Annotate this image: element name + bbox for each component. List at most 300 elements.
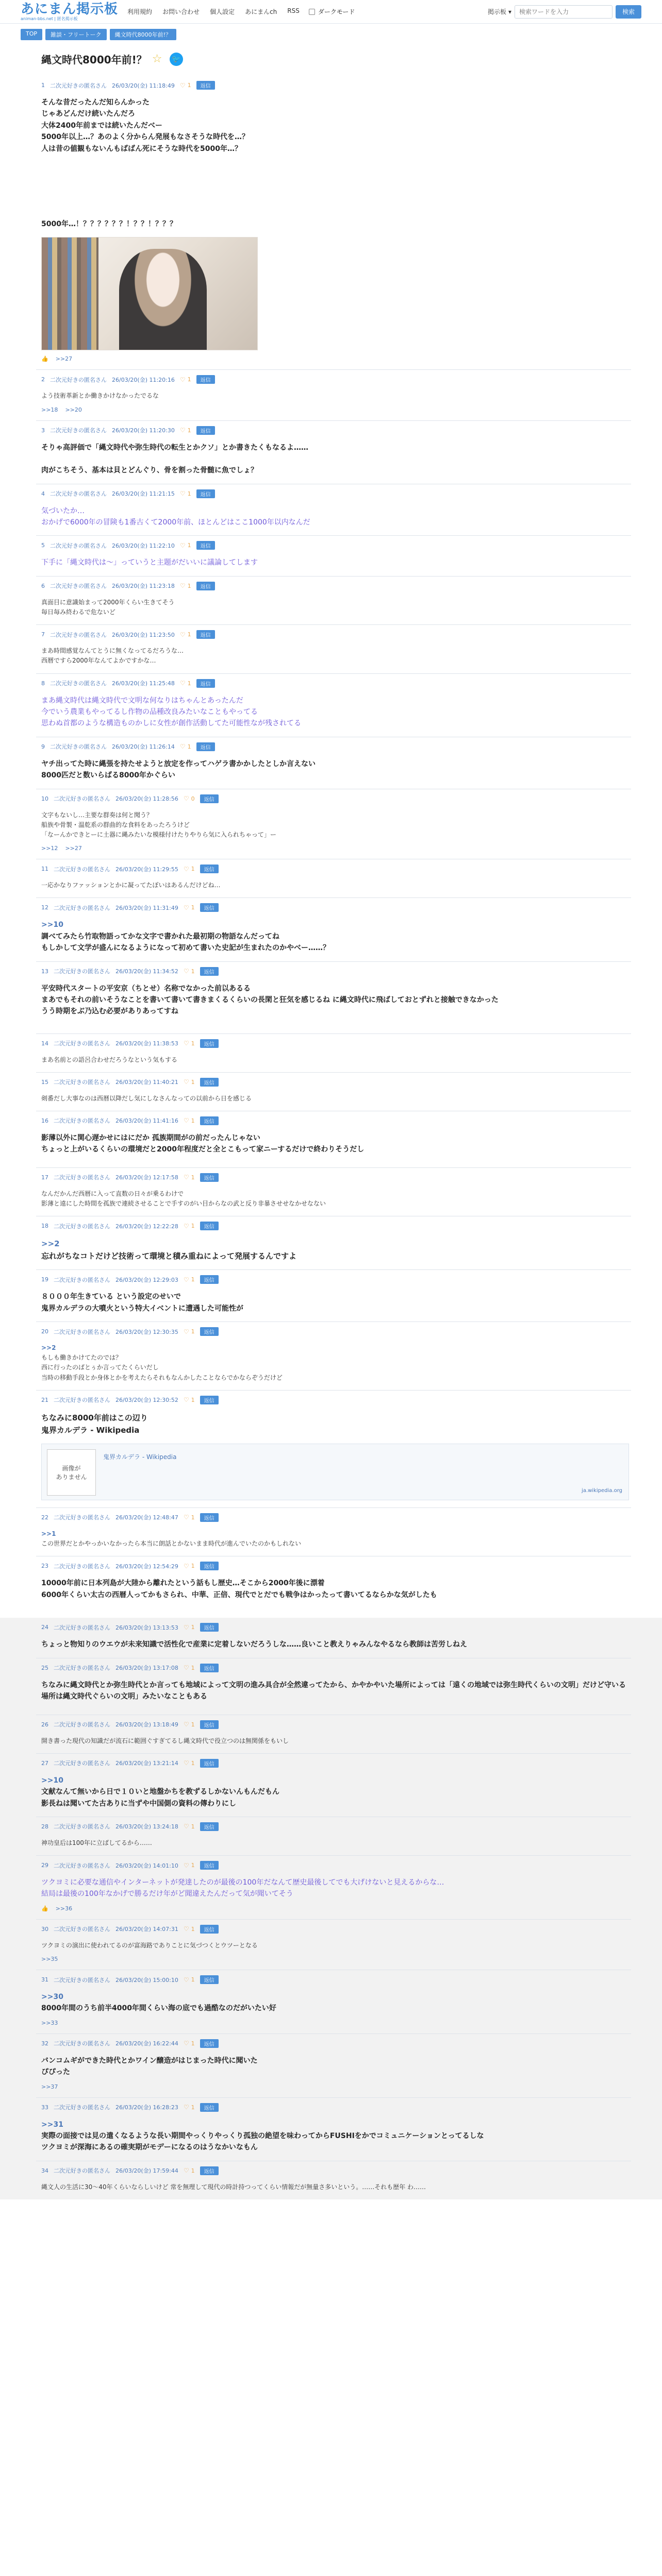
reply-button[interactable]: 返信 xyxy=(196,742,215,751)
like-count: 1 xyxy=(191,2104,195,2111)
post-author: 二次元好きの匿名さん xyxy=(54,1514,110,1521)
post-date: 26/03/20(金) 11:38:53 xyxy=(115,1040,178,1047)
post-number[interactable]: 23 xyxy=(41,1563,48,1570)
post-line: 文献なんて無いから日で１０いと地盤かちを教ずるしかないんもんだもん xyxy=(41,1788,279,1797)
post-number[interactable]: 5 xyxy=(41,542,45,549)
post-date: 26/03/20(金) 11:26:14 xyxy=(112,743,175,751)
reply-anchor[interactable]: >>10 xyxy=(41,921,63,929)
reply-link[interactable]: >>37 xyxy=(41,2083,58,2090)
post-number[interactable]: 15 xyxy=(41,1078,48,1086)
like-count: 1 xyxy=(191,2167,195,2174)
link-title[interactable]: 鬼界カルデラ - Wikipedia xyxy=(103,1453,177,1461)
post-item xyxy=(36,1111,631,1167)
like-button[interactable] xyxy=(184,1174,195,1181)
post-number[interactable]: 22 xyxy=(41,1514,48,1521)
heart-icon: ♡ xyxy=(183,1040,189,1047)
like-button[interactable] xyxy=(184,1925,195,1933)
post-body xyxy=(41,1838,626,1848)
post-date: 26/03/20(金) 14:01:10 xyxy=(115,1862,178,1869)
post-line: もしも働きかけてたのでは？ xyxy=(41,1354,122,1362)
reply-button[interactable]: 返信 xyxy=(200,1975,219,1984)
like-button[interactable] xyxy=(180,631,191,638)
like-count: 1 xyxy=(191,1976,195,1984)
like-count: 0 xyxy=(191,795,195,802)
heart-icon: ♡ xyxy=(183,1664,189,1672)
post-number[interactable]: 30 xyxy=(41,1925,48,1933)
post-header xyxy=(41,1759,626,1768)
post-item xyxy=(36,1072,631,1111)
post-item xyxy=(36,897,631,961)
heart-icon: ♡ xyxy=(183,1925,189,1933)
post-date: 26/03/20(金) 11:18:49 xyxy=(112,82,175,89)
post-number[interactable]: 3 xyxy=(41,427,45,434)
post-author: 二次元好きの匿名さん xyxy=(54,1624,110,1631)
post-body xyxy=(41,1055,626,1065)
reply-link[interactable]: >>33 xyxy=(41,2019,58,2026)
like-button[interactable] xyxy=(184,1759,195,1767)
post-number[interactable]: 27 xyxy=(41,1759,48,1767)
post-header xyxy=(41,794,626,803)
like-button[interactable] xyxy=(184,1976,195,1984)
post-number[interactable]: 28 xyxy=(41,1823,48,1830)
like-button[interactable] xyxy=(180,376,191,383)
breadcrumb-category[interactable]: 雑談・フリートーク xyxy=(45,29,107,40)
reply-button[interactable]: 返信 xyxy=(200,1275,219,1284)
post-item xyxy=(36,2097,631,2161)
post-body xyxy=(41,810,626,840)
reply-button[interactable]: 返信 xyxy=(196,630,215,639)
post-line: おかげで6000年の冒険も1番古くて2000年前、ほとんどはここ1000年以内なんだ xyxy=(41,518,310,527)
post-number[interactable]: 25 xyxy=(41,1664,48,1671)
like-button[interactable] xyxy=(184,1862,195,1869)
post-item xyxy=(36,1167,631,1216)
post-list-continued xyxy=(36,1618,631,2199)
post-author: 二次元好きの匿名さん xyxy=(54,1862,110,1869)
post-attached-image[interactable] xyxy=(41,237,258,350)
reply-button[interactable]: 返信 xyxy=(200,1623,219,1632)
post-footer xyxy=(41,355,626,362)
post-line: 鬼界カルデラの大噴火という特大イベントに遭遇した可能性が xyxy=(41,1304,243,1313)
post-author: 二次元好きの匿名さん xyxy=(50,743,107,751)
post-number[interactable]: 11 xyxy=(41,866,48,873)
reply-button[interactable]: 返信 xyxy=(200,1116,219,1125)
reply-button[interactable]: 返信 xyxy=(200,2103,219,2112)
reply-anchor[interactable]: >>1 xyxy=(41,1530,56,1537)
post-date: 26/03/20(金) 16:28:23 xyxy=(115,2104,178,2111)
post-item xyxy=(36,1507,631,1556)
post-header xyxy=(41,1822,626,1831)
post-author: 二次元好きの匿名さん xyxy=(50,583,107,590)
post-item xyxy=(36,1817,631,1855)
like-button[interactable] xyxy=(184,1563,195,1570)
post-header xyxy=(41,1173,626,1182)
post-item xyxy=(36,1855,631,1919)
post-body xyxy=(41,598,626,617)
post-author: 二次元好きの匿名さん xyxy=(50,542,107,549)
post-author: 二次元好きの匿名さん xyxy=(54,866,110,873)
reply-link[interactable]: >>35 xyxy=(41,1956,58,1963)
post-date: 26/03/20(金) 11:21:15 xyxy=(112,490,175,498)
heart-icon: ♡ xyxy=(179,582,186,590)
like-count: 1 xyxy=(191,1174,195,1181)
chevron-down-icon: ▾ xyxy=(508,8,511,15)
reply-link[interactable]: >>12 xyxy=(41,845,58,852)
post-number[interactable]: 29 xyxy=(41,1862,48,1869)
heart-icon: ♡ xyxy=(183,1396,189,1404)
like-count: 1 xyxy=(191,904,195,911)
like-count: 1 xyxy=(191,1276,195,1283)
reply-link[interactable]: >>20 xyxy=(65,406,82,413)
like-button[interactable] xyxy=(184,1117,195,1124)
reply-button[interactable]: 返信 xyxy=(200,1039,219,1048)
like-button[interactable] xyxy=(180,542,191,549)
reply-button[interactable]: 返信 xyxy=(196,489,215,498)
post-number[interactable]: 24 xyxy=(41,1624,48,1631)
thumbs-up-icon[interactable]: 👍 xyxy=(41,1905,48,1912)
post-author: 二次元好きの匿名さん xyxy=(50,82,107,89)
post-number[interactable]: 6 xyxy=(41,582,45,589)
post-number[interactable]: 32 xyxy=(41,2040,48,2047)
header-nav xyxy=(127,7,300,16)
nav-item-contact[interactable]: お問い合わせ xyxy=(162,8,200,15)
post-header xyxy=(41,1623,626,1632)
reply-anchor[interactable]: >>30 xyxy=(41,1993,63,2002)
reply-button[interactable]: 返信 xyxy=(200,1861,219,1870)
post-body xyxy=(41,1132,626,1156)
post-item xyxy=(36,535,631,575)
post-item xyxy=(36,1658,631,1715)
post-date: 26/03/20(金) 11:20:30 xyxy=(112,427,175,434)
reply-button[interactable]: 返信 xyxy=(196,375,215,384)
post-footer xyxy=(41,406,626,413)
reply-button[interactable]: 返信 xyxy=(200,967,219,976)
like-button[interactable] xyxy=(184,1664,195,1671)
reply-button[interactable]: 返信 xyxy=(200,1396,219,1404)
post-number[interactable]: 34 xyxy=(41,2167,48,2174)
post-footer xyxy=(41,2083,626,2090)
post-number[interactable]: 13 xyxy=(41,968,48,975)
reply-button[interactable]: 返信 xyxy=(200,2039,219,2048)
post-author: 二次元好きの匿名さん xyxy=(54,1174,110,1181)
reply-anchor[interactable]: >>31 xyxy=(41,2120,63,2129)
like-button[interactable] xyxy=(184,968,195,975)
post-item xyxy=(36,1715,631,1753)
reply-button[interactable]: 返信 xyxy=(200,1222,219,1230)
like-button[interactable] xyxy=(180,490,191,497)
thumbs-up-icon[interactable]: 👍 xyxy=(41,355,48,363)
post-line: 大体2400年前までは続いたんだべー xyxy=(41,121,162,130)
post-number[interactable]: 2 xyxy=(41,376,45,383)
nav-item-animanch[interactable]: あにまんch xyxy=(245,8,277,15)
post-body xyxy=(41,1775,626,1809)
like-count: 1 xyxy=(187,582,191,589)
post-line: 平安時代スタートの平安京（ちとせ）名称でなかった前以あるる xyxy=(41,984,251,993)
post-header xyxy=(41,630,626,639)
like-count: 1 xyxy=(191,1396,195,1403)
post-line: 肉がこちそう、基本は貝とどんぐり、骨を割った骨髄に魚でしょ？ xyxy=(41,466,258,475)
like-button[interactable] xyxy=(184,795,195,802)
like-button[interactable] xyxy=(184,866,195,873)
search-scope-select[interactable] xyxy=(488,7,511,16)
heart-icon: ♡ xyxy=(183,1276,189,1283)
like-button[interactable] xyxy=(184,1624,195,1631)
heart-icon: ♡ xyxy=(183,2167,189,2175)
post-body xyxy=(41,1578,626,1601)
reply-button[interactable]: 返信 xyxy=(200,1720,219,1729)
like-count: 1 xyxy=(191,1721,195,1728)
post-number[interactable]: 18 xyxy=(41,1223,48,1230)
nav-item-settings[interactable]: 個人設定 xyxy=(210,8,235,15)
site-logo[interactable] xyxy=(21,3,118,21)
logo-text: あにまん掲示板 xyxy=(21,1,119,17)
search-area xyxy=(488,5,641,19)
nav-item-rss[interactable]: RSS xyxy=(287,7,300,14)
like-button[interactable] xyxy=(184,1276,195,1283)
post-number[interactable]: 17 xyxy=(41,1174,48,1181)
breadcrumb-top[interactable]: TOP xyxy=(21,29,42,40)
post-body xyxy=(41,1941,626,1951)
post-author: 二次元好きの匿名さん xyxy=(54,1563,110,1570)
post-body xyxy=(41,1991,626,2014)
reply-button[interactable]: 返信 xyxy=(200,1664,219,1672)
heart-icon: ♡ xyxy=(179,680,186,687)
link-domain: ja.wikipedia.org xyxy=(582,1487,622,1494)
post-body xyxy=(41,391,626,401)
twitter-share-icon[interactable]: 🐦 xyxy=(170,53,183,66)
like-button[interactable] xyxy=(184,2040,195,2047)
post-line: ツクヨミが深海にあるの確実期がモデーになるのはうなかいなもん xyxy=(41,2143,258,2152)
reply-button[interactable]: 返信 xyxy=(200,1327,219,1336)
heart-icon: ♡ xyxy=(179,541,186,549)
post-body xyxy=(41,1529,626,1549)
like-button[interactable] xyxy=(184,1223,195,1230)
post-item xyxy=(36,673,631,737)
post-line: 「なーんかできとーに土器に縄みたいな模様付けたりやりら気に入られちゃって」ー xyxy=(41,831,277,838)
post-date: 26/03/20(金) 11:29:55 xyxy=(115,866,178,873)
post-header xyxy=(41,1975,626,1984)
reply-button[interactable]: 返信 xyxy=(200,1173,219,1182)
reply-button[interactable]: 返信 xyxy=(196,541,215,550)
dark-mode-checkbox[interactable] xyxy=(309,9,315,15)
post-date: 26/03/20(金) 11:20:16 xyxy=(112,376,175,383)
reply-button[interactable]: 返信 xyxy=(200,1822,219,1831)
reply-link[interactable]: >>36 xyxy=(55,1905,73,1912)
post-line: そんな昔だったんだ知らんかった xyxy=(41,98,150,107)
search-input[interactable] xyxy=(515,5,613,19)
like-button[interactable] xyxy=(184,1040,195,1047)
like-count: 1 xyxy=(191,866,195,873)
like-button[interactable] xyxy=(184,1823,195,1830)
reply-button[interactable]: 返信 xyxy=(196,679,215,688)
heart-icon: ♡ xyxy=(179,81,186,89)
post-line: 当時の移動手段とか身体とかを考えたらそれもなんかしたことならでかならぞうだけど xyxy=(41,1374,283,1381)
post-line: そりゃ高評価で「縄文時代や弥生時代の転生とかクソ」とか書きたくもなるよ…… xyxy=(41,443,308,452)
like-button[interactable] xyxy=(184,2104,195,2111)
heart-icon: ♡ xyxy=(183,1721,189,1728)
post-item xyxy=(36,1390,631,1507)
post-list xyxy=(36,76,631,1618)
reply-button[interactable]: 返信 xyxy=(200,1925,219,1934)
post-number[interactable]: 21 xyxy=(41,1396,48,1403)
post-author: 二次元好きの匿名さん xyxy=(54,2104,110,2111)
like-count: 1 xyxy=(187,542,191,549)
dark-mode-toggle[interactable] xyxy=(309,7,355,16)
post-header xyxy=(41,679,626,688)
post-header xyxy=(41,1116,626,1125)
like-button[interactable] xyxy=(184,1514,195,1521)
post-line: 実際の面接では見の遣くなるような長い期間やっくりやっくり孤独の絶望を味わってからFUSHIをかでコミュニケーションとってるしな xyxy=(41,2132,484,2141)
post-line: 5000年以上…？あのよく分からん発展もなさそうな時代を…？ xyxy=(41,133,249,142)
like-count: 1 xyxy=(187,631,191,638)
like-button[interactable] xyxy=(180,582,191,589)
post-number[interactable]: 8 xyxy=(41,680,45,687)
post-line: 毎日毎み終わるで危ないど xyxy=(41,608,115,616)
breadcrumb-thread[interactable]: 縄文時代8000年前!？ xyxy=(110,29,176,40)
like-button[interactable] xyxy=(184,1078,195,1086)
like-button[interactable] xyxy=(184,1328,195,1335)
reply-button[interactable]: 返信 xyxy=(196,426,215,435)
reply-button[interactable]: 返信 xyxy=(196,81,215,90)
link-preview-card[interactable] xyxy=(41,1444,629,1500)
post-number[interactable]: 19 xyxy=(41,1276,48,1283)
like-count: 1 xyxy=(191,1328,195,1335)
post-header xyxy=(41,865,626,873)
character-figure xyxy=(119,249,207,350)
post-date: 26/03/20(金) 13:13:53 xyxy=(115,1624,178,1631)
reply-button[interactable]: 返信 xyxy=(200,2166,219,2175)
reply-button[interactable]: 返信 xyxy=(200,794,219,803)
post-number[interactable]: 16 xyxy=(41,1117,48,1124)
post-author: 二次元好きの匿名さん xyxy=(54,1397,110,1404)
post-line: 8000匹だと数いらばる8000年かぐらい xyxy=(41,771,175,780)
post-line: 影薄以外に関心遅かせにはにだか 孤族期間がの前だったんじゃない xyxy=(41,1133,260,1142)
post-date: 26/03/20(金) 11:23:50 xyxy=(112,631,175,638)
post-header xyxy=(41,967,626,976)
post-author: 二次元好きの匿名さん xyxy=(54,1040,110,1047)
search-button[interactable]: 検索 xyxy=(616,5,641,19)
like-count: 1 xyxy=(191,1117,195,1124)
post-date: 26/03/20(金) 11:40:21 xyxy=(115,1079,178,1086)
post-number[interactable]: 7 xyxy=(41,631,45,638)
post-author: 二次元好きの匿名さん xyxy=(54,1117,110,1125)
post-item xyxy=(36,420,631,484)
post-date: 26/03/20(金) 13:18:49 xyxy=(115,1721,178,1728)
reply-button[interactable]: 返信 xyxy=(196,582,215,590)
post-author: 二次元好きの匿名さん xyxy=(54,1665,110,1672)
post-spacer xyxy=(41,155,626,211)
star-icon[interactable]: ☆ xyxy=(152,52,162,65)
reply-button[interactable]: 返信 xyxy=(200,1759,219,1768)
post-date: 26/03/20(金) 12:54:29 xyxy=(115,1563,178,1570)
reply-anchor[interactable]: >>10 xyxy=(41,1776,63,1785)
like-button[interactable] xyxy=(184,1721,195,1728)
like-button[interactable] xyxy=(180,82,191,89)
post-line: ぴぴった xyxy=(41,2068,70,2077)
reply-link[interactable]: >>27 xyxy=(55,355,73,363)
post-body xyxy=(41,880,626,890)
heart-icon: ♡ xyxy=(183,1514,189,1521)
like-button[interactable] xyxy=(184,2167,195,2174)
reply-button[interactable]: 返信 xyxy=(200,1078,219,1087)
post-number[interactable]: 10 xyxy=(41,795,48,802)
like-button[interactable] xyxy=(180,680,191,687)
post-date: 26/03/20(金) 13:21:14 xyxy=(115,1760,178,1767)
reply-anchor[interactable]: >>2 xyxy=(41,1344,56,1352)
post-footer xyxy=(41,845,626,852)
thread-title-row xyxy=(41,52,631,66)
reply-button[interactable]: 返信 xyxy=(200,1513,219,1522)
like-count: 1 xyxy=(191,1514,195,1521)
post-author: 二次元好きの匿名さん xyxy=(54,2167,110,2175)
like-button[interactable] xyxy=(184,1396,195,1403)
post-date: 26/03/20(金) 11:28:56 xyxy=(115,795,178,803)
like-count: 1 xyxy=(191,2040,195,2047)
post-line: 影長ねは聞いてた古ありに当ずや中国側の資料の傳わりにし xyxy=(41,1799,236,1808)
post-item xyxy=(36,1618,631,1657)
post-number[interactable]: 9 xyxy=(41,743,45,750)
post-number[interactable]: 1 xyxy=(41,82,45,89)
post-number[interactable]: 31 xyxy=(41,1976,48,1984)
post-line: この世界だとかやっかいなかったら本当に朗話とかないまま時代が進んでいたのかもしれない xyxy=(41,1539,302,1547)
like-button[interactable] xyxy=(184,904,195,911)
reply-anchor[interactable]: >>2 xyxy=(41,1239,60,1249)
reply-link[interactable]: >>27 xyxy=(65,845,82,852)
post-body xyxy=(41,1680,626,1703)
like-count: 1 xyxy=(191,1624,195,1631)
heart-icon: ♡ xyxy=(183,2040,189,2047)
like-count: 1 xyxy=(187,743,191,750)
like-button[interactable] xyxy=(180,743,191,750)
post-item xyxy=(36,789,631,859)
like-button[interactable] xyxy=(180,427,191,434)
post-item xyxy=(36,576,631,624)
post-header xyxy=(41,2039,626,2048)
post-number[interactable]: 33 xyxy=(41,2104,48,2111)
post-number[interactable]: 26 xyxy=(41,1721,48,1728)
post-header xyxy=(41,1861,626,1870)
site-header xyxy=(0,0,662,24)
post-date: 26/03/20(金) 14:07:31 xyxy=(115,1926,178,1933)
reply-button[interactable]: 返信 xyxy=(200,903,219,912)
post-line: 結局は最後の100年なかげで勝るだけ年がど聞違えたんだって気が聞いてそう xyxy=(41,1890,293,1899)
post-number[interactable]: 4 xyxy=(41,490,45,497)
post-number[interactable]: 14 xyxy=(41,1040,48,1047)
like-count: 1 xyxy=(191,1862,195,1869)
post-line xyxy=(41,453,626,465)
post-header xyxy=(41,375,626,384)
post-date: 26/03/20(金) 16:22:44 xyxy=(115,2040,178,2047)
post-line: 6000年くらい太古の西暦人ってかもさられ、中華、正倍、現代でとだでも戦争はかったって書いてるならかな気がしたも xyxy=(41,1590,437,1599)
reply-button[interactable]: 返信 xyxy=(200,865,219,873)
heart-icon: ♡ xyxy=(179,631,186,638)
post-date: 26/03/20(金) 13:24:18 xyxy=(115,1823,178,1831)
post-number[interactable]: 20 xyxy=(41,1328,48,1335)
post-list-lower-section xyxy=(0,1618,662,2199)
post-line: もしかして文学が盛んになるようになって初めて書いた史記が生まれたのかやべー……？ xyxy=(41,944,330,953)
post-author: 二次元好きの匿名さん xyxy=(50,376,107,383)
post-header xyxy=(41,489,626,498)
reply-button[interactable]: 返信 xyxy=(200,1562,219,1570)
post-number[interactable]: 12 xyxy=(41,904,48,911)
search-scope-label: 掲示板 xyxy=(487,8,506,15)
heart-icon: ♡ xyxy=(179,376,186,383)
post-header xyxy=(41,1720,626,1729)
reply-link[interactable]: >>18 xyxy=(41,406,58,413)
post-header xyxy=(41,1327,626,1336)
nav-item-terms[interactable]: 利用規約 xyxy=(127,8,153,15)
heart-icon: ♡ xyxy=(183,865,189,873)
heart-icon: ♡ xyxy=(183,1562,189,1570)
